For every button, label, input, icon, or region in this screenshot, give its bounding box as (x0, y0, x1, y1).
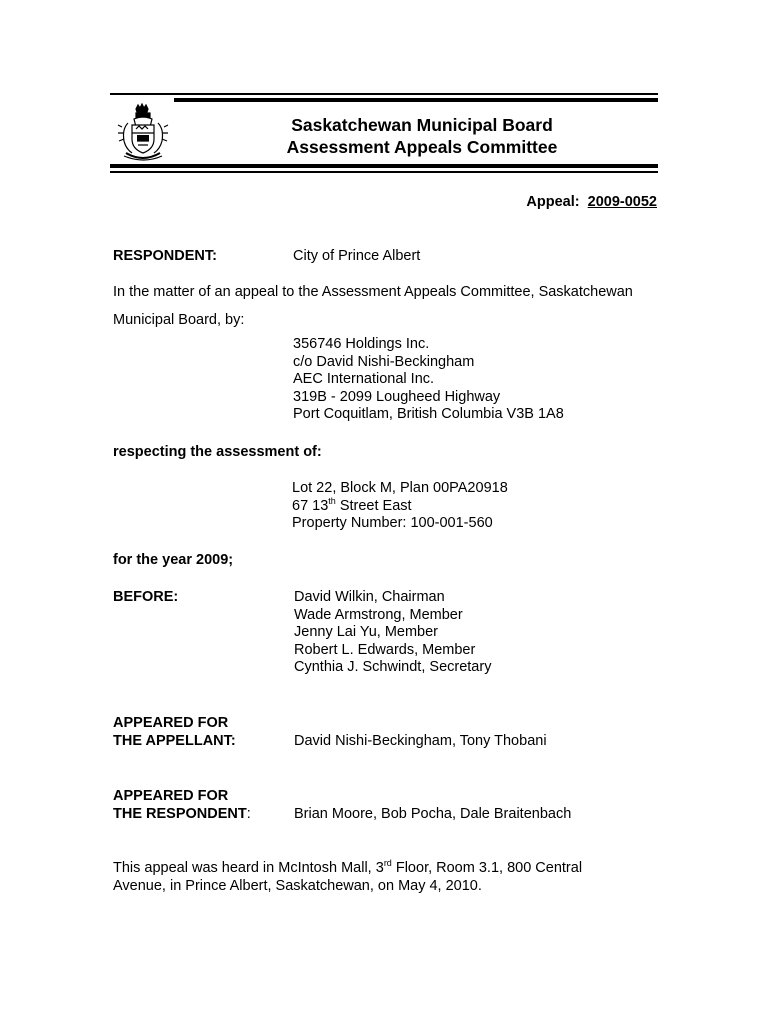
address-line: 356746 Holdings Inc. (293, 336, 430, 352)
property-number: Property Number: 100-001-560 (292, 515, 493, 531)
board-members (294, 589, 491, 677)
before-label: BEFORE: (113, 589, 179, 605)
committee-title: Assessment Appeals Committee (286, 137, 558, 157)
header-bottom-rule-thick (110, 164, 658, 168)
appeared-appellant-value: David Nishi-Beckingham, Tony Thobani (294, 733, 547, 749)
appeal-number-line (526, 194, 657, 212)
member-line: Cynthia J. Schwindt, Secretary (294, 659, 492, 675)
appeared-appellant-label: APPEARED FOR THE APPELLANT: (113, 715, 236, 749)
intro-line-2: Municipal Board, by: (113, 312, 245, 328)
saskatchewan-coat-of-arms-icon (114, 103, 174, 163)
property-street: 67 13th Street East (292, 495, 412, 514)
hearing-statement (113, 860, 582, 895)
header-top-rule-thick (174, 98, 658, 102)
appeal-label: Appeal: (526, 194, 580, 210)
member-line: Wade Armstrong, Member (294, 606, 463, 623)
property-lot: Lot 22, Block M, Plan 00PA20918 (292, 480, 508, 496)
address-line: 319B - 2099 Lougheed Highway (293, 388, 501, 405)
member-line: David Wilkin, Chairman (294, 589, 445, 605)
appeal-number: 2009-0052 (587, 194, 657, 210)
year-label: for the year 2009; (113, 552, 234, 568)
hearing-line-1: This appeal was heard in McIntosh Mall, 3rd Floor, Room 3.1, 800 Central (113, 858, 583, 876)
address-line: Port Coquitlam, British Columbia V3B 1A8 (293, 406, 564, 422)
member-line: Robert L. Edwards, Member (294, 641, 476, 658)
hearing-line-2: Avenue, in Prince Albert, Saskatchewan, on May 4, 2010. (113, 877, 482, 894)
intro-line-1: In the matter of an appeal to the Assessment Appeals Committee, Saskatchewan (113, 284, 633, 300)
board-title: Saskatchewan Municipal Board (291, 115, 553, 135)
property-details (292, 480, 508, 533)
appeared-respondent-value: Brian Moore, Bob Pocha, Dale Braitenbach (294, 806, 572, 822)
respondent-value: City of Prince Albert (293, 248, 421, 264)
header-bottom-rule-thin (110, 171, 658, 173)
appeared-respondent-label: APPEARED FOR THE RESPONDENT: (113, 788, 251, 822)
address-line: AEC International Inc. (293, 371, 435, 387)
appellant-address (293, 336, 564, 424)
address-line: c/o David Nishi-Beckingham (293, 353, 475, 370)
header-top-rule-thin (110, 93, 658, 95)
respecting-label: respecting the assessment of: (113, 444, 322, 460)
member-line: Jenny Lai Yu, Member (294, 624, 439, 640)
respondent-label: RESPONDENT: (113, 248, 217, 264)
